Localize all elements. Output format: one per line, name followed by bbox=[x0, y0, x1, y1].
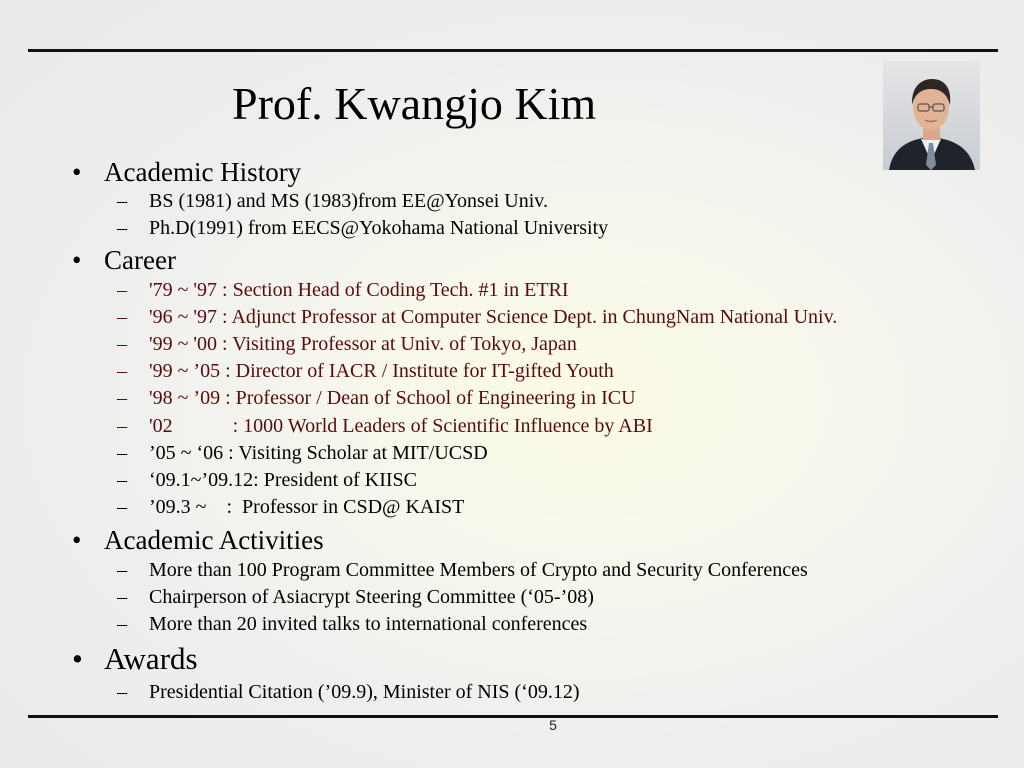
dash-icon: – bbox=[117, 306, 127, 328]
section-heading: Awards bbox=[104, 641, 198, 676]
dash-icon: – bbox=[117, 333, 127, 355]
list-item-text: '99 ~ '00 : Visiting Professor at Univ. of Tokyo, Japan bbox=[149, 333, 577, 355]
list-item-text: '98 ~ ’09 : Professor / Dean of School of Engineering in ICU bbox=[149, 387, 636, 409]
list-item-text: '96 ~ '97 : Adjunct Professor at Computer Science Dept. in ChungNam National Univ. bbox=[149, 306, 838, 328]
list-item-text: '02 : 1000 World Leaders of Scientific Influence by ABI bbox=[149, 415, 653, 437]
dash-icon: – bbox=[117, 586, 127, 608]
section-heading: Career bbox=[104, 245, 176, 275]
dash-icon: – bbox=[117, 190, 127, 212]
dash-icon: – bbox=[117, 387, 127, 409]
list-item-text: ’05 ~ ‘06 : Visiting Scholar at MIT/UCSD bbox=[149, 442, 488, 464]
list-item-text: Ph.D(1991) from EECS@Yokohama National University bbox=[149, 217, 609, 239]
dash-icon: – bbox=[117, 360, 127, 382]
section-heading: Academic History bbox=[104, 157, 302, 187]
list-item-text: More than 20 invited talks to international conferences bbox=[149, 613, 588, 635]
list-item-text: ‘09.1~’09.12: President of KIISC bbox=[149, 469, 418, 491]
list-item-text: More than 100 Program Committee Members of Crypto and Security Conferences bbox=[149, 559, 808, 581]
dash-icon: – bbox=[117, 415, 127, 437]
bullet-icon: • bbox=[72, 245, 82, 275]
page-number: 5 bbox=[549, 717, 557, 733]
slide-title: Prof. Kwangjo Kim bbox=[232, 78, 597, 129]
bullet-icon: • bbox=[72, 525, 82, 555]
dash-icon: – bbox=[117, 217, 127, 239]
bullet-icon: • bbox=[72, 157, 82, 187]
dash-icon: – bbox=[117, 469, 127, 491]
bullet-icon: • bbox=[72, 641, 83, 676]
list-item-text: '99 ~ ’05 : Director of IACR / Institute for IT-gifted Youth bbox=[149, 360, 614, 382]
bottom-divider bbox=[28, 715, 998, 718]
list-item-text: '79 ~ '97 : Section Head of Coding Tech. #1 in ETRI bbox=[149, 279, 569, 301]
dash-icon: – bbox=[117, 279, 127, 301]
dash-icon: – bbox=[117, 613, 127, 635]
list-item-text: Presidential Citation (’09.9), Minister of NIS (‘09.12) bbox=[149, 681, 580, 703]
dash-icon: – bbox=[117, 496, 127, 518]
top-divider bbox=[28, 49, 998, 52]
dash-icon: – bbox=[117, 681, 127, 703]
list-item-text: Chairperson of Asiacrypt Steering Committee (‘05-’08) bbox=[149, 586, 594, 608]
portrait-photo bbox=[883, 61, 980, 170]
dash-icon: – bbox=[117, 442, 127, 464]
dash-icon: – bbox=[117, 559, 127, 581]
section-heading: Academic Activities bbox=[104, 525, 324, 555]
list-item-text: ’09.3 ~ : Professor in CSD@ KAIST bbox=[149, 496, 465, 518]
list-item-text: BS (1981) and MS (1983)from EE@Yonsei Univ. bbox=[149, 190, 548, 212]
